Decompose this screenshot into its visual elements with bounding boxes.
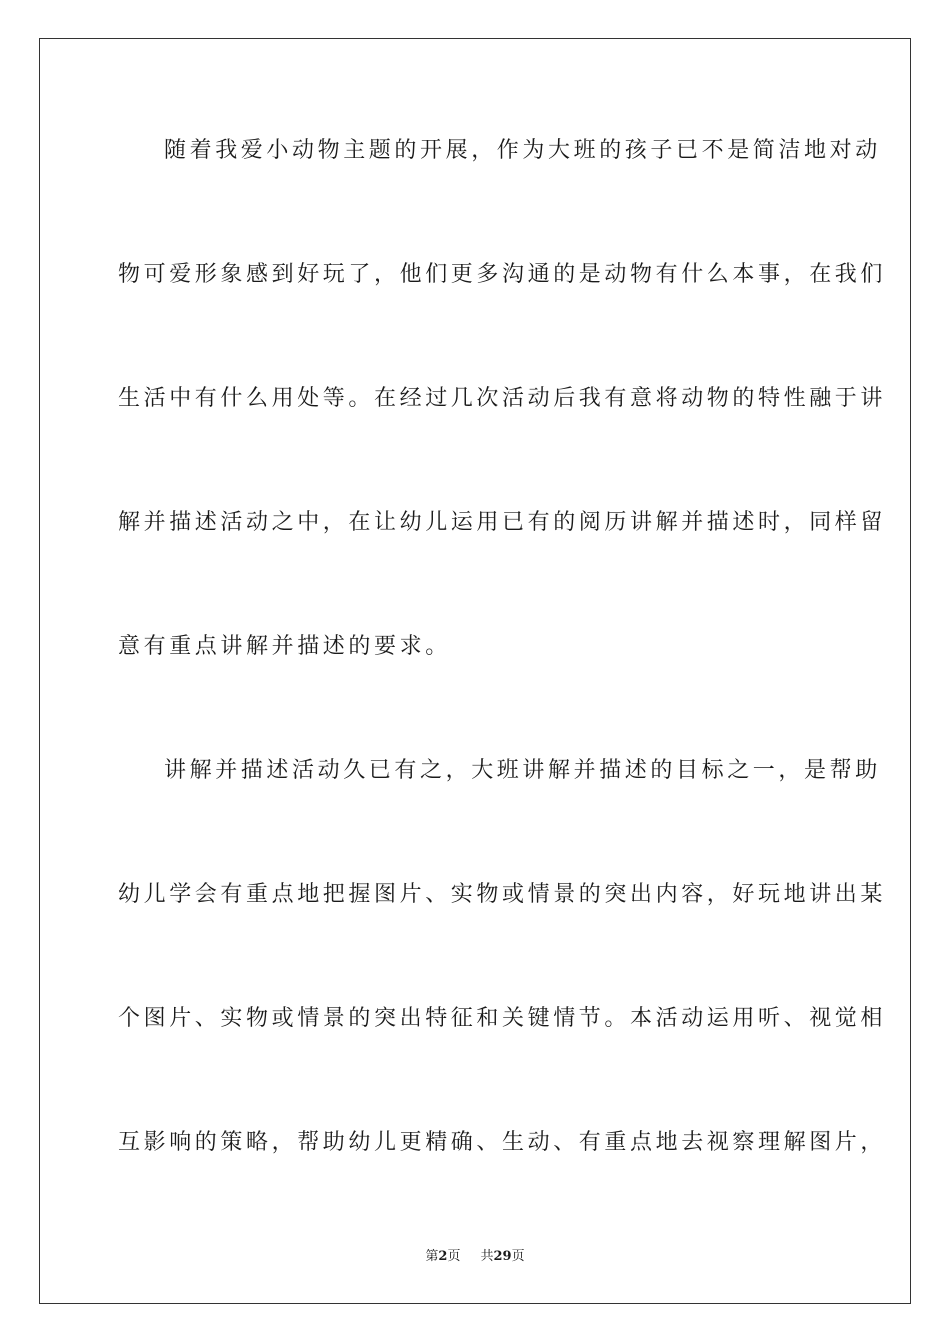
page-number: 2 (438, 1249, 448, 1264)
paragraph-1-line-4: 解并描述活动之中，在让幼儿运用已有的阅历讲解并描述时，同样留 (118, 510, 887, 535)
total-pages: 29 (493, 1249, 512, 1264)
paragraph-2-line-3: 个图片、实物或情景的突出特征和关键情节。本活动运用听、视觉相 (118, 1006, 887, 1031)
page-frame (39, 38, 911, 1304)
paragraph-1-line-5: 意有重点讲解并描述的要求。 (118, 634, 451, 659)
total-suffix: 页 (511, 1249, 525, 1264)
paragraph-2-line-2: 幼儿学会有重点地把握图片、实物或情景的突出内容，好玩地讲出某 (118, 882, 887, 907)
paragraph-1-line-1: 随着我爱小动物主题的开展，作为大班的孩子已不是简洁地对动 (164, 138, 881, 163)
page-footer (0, 1248, 950, 1266)
page-suffix: 页 (447, 1249, 461, 1264)
page-prefix: 第 (425, 1249, 439, 1264)
total-prefix: 共 (480, 1249, 494, 1264)
paragraph-2-line-1: 讲解并描述活动久已有之，大班讲解并描述的目标之一，是帮助 (164, 758, 881, 783)
paragraph-1-line-3: 生活中有什么用处等。在经过几次活动后我有意将动物的特性融于讲 (118, 386, 887, 411)
paragraph-1-line-2: 物可爱形象感到好玩了，他们更多沟通的是动物有什么本事，在我们 (118, 262, 887, 287)
paragraph-2-line-4: 互影响的策略，帮助幼儿更精确、生动、有重点地去视察理解图片， (118, 1130, 887, 1155)
